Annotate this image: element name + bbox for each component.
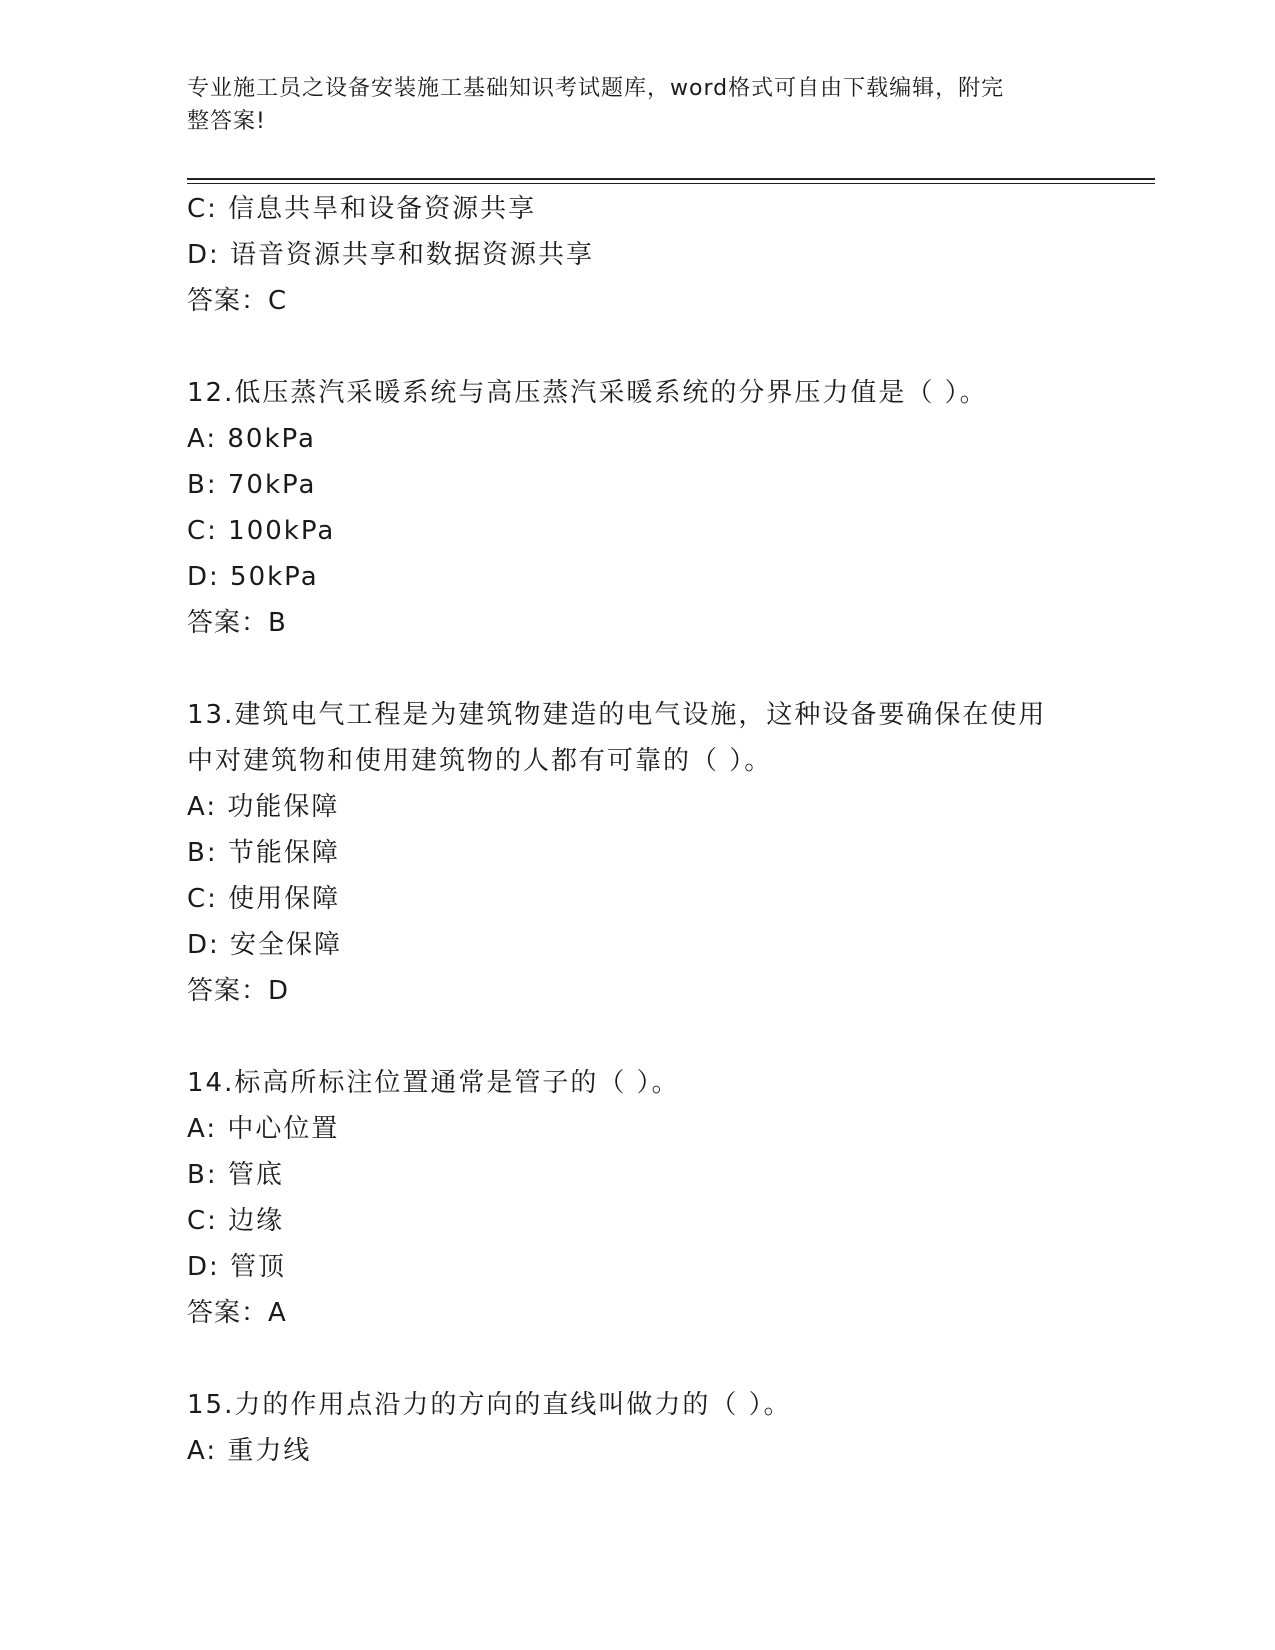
- option-c: C: 使用保障: [187, 884, 341, 914]
- option-c: C: 边缘: [187, 1206, 285, 1236]
- question-list: [187, 186, 1087, 1474]
- question-stem: 15.力的作用点沿力的方向的直线叫做力的（ ）。: [187, 1390, 792, 1420]
- answer-label: 答案：D: [187, 976, 290, 1006]
- question-14: [187, 1060, 1087, 1336]
- spacer: [187, 324, 1087, 370]
- option-d: D: 语音资源共享和数据资源共享: [187, 240, 595, 270]
- header-rule-thick: [187, 178, 1155, 180]
- option-b: B: 管底: [187, 1160, 284, 1190]
- question-stem: 12.低压蒸汽采暖系统与高压蒸汽采暖系统的分界压力值是（ ）。: [187, 378, 988, 408]
- option-b: B: 70kPa: [187, 470, 317, 500]
- spacer: [187, 1336, 1087, 1382]
- option-a: A: 功能保障: [187, 792, 340, 822]
- header-line-2: 整答案!: [187, 109, 266, 134]
- question-stem: 14.标高所标注位置通常是管子的（ ）。: [187, 1068, 680, 1098]
- question-stem-continued: 中对建筑物和使用建筑物的人都有可靠的（ ）。: [187, 746, 773, 776]
- question-stem: 13.建筑电气工程是为建筑物建造的电气设施，这种设备要确保在使用: [187, 700, 1047, 730]
- option-c: C: 信息共旱和设备资源共享: [187, 194, 537, 224]
- option-a: A: 重力线: [187, 1436, 312, 1466]
- header-line-1: 专业施工员之设备安装施工基础知识考试题库，word格式可自由下载编辑，附完: [187, 76, 1005, 101]
- question-15: [187, 1382, 1087, 1474]
- option-d: D: 50kPa: [187, 562, 319, 592]
- option-d: D: 安全保障: [187, 930, 343, 960]
- document-header: [187, 72, 1087, 138]
- answer-label: 答案：A: [187, 1298, 287, 1328]
- question-12: [187, 370, 1087, 646]
- option-c: C: 100kPa: [187, 516, 336, 546]
- answer-label: 答案：C: [187, 286, 288, 316]
- option-a: A: 80kPa: [187, 424, 316, 454]
- spacer: [187, 646, 1087, 692]
- option-b: B: 节能保障: [187, 838, 340, 868]
- question-13: [187, 692, 1087, 1014]
- header-rule-thin: [187, 183, 1155, 184]
- option-a: A: 中心位置: [187, 1114, 340, 1144]
- question-11-continued: [187, 186, 1087, 324]
- spacer: [187, 1014, 1087, 1060]
- answer-label: 答案：B: [187, 608, 287, 638]
- option-d: D: 管顶: [187, 1252, 287, 1282]
